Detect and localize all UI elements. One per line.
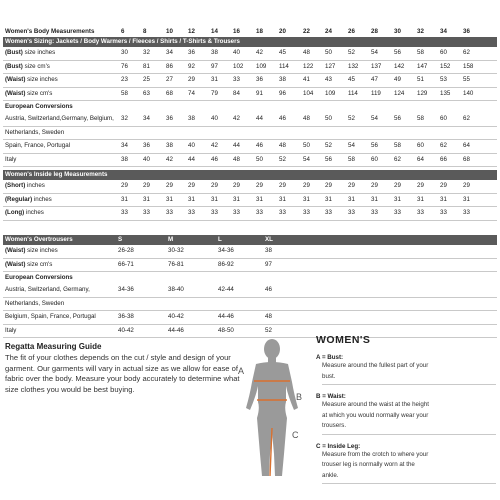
cell-value: 33 xyxy=(233,76,240,83)
cell-value: 29 xyxy=(325,182,332,189)
cell-value: 50 xyxy=(325,49,332,56)
section-title: Women's Overtrousers xyxy=(5,236,73,243)
legend-key: C = Inside Leg: xyxy=(316,442,361,450)
cell-value: 36 xyxy=(256,76,263,83)
cell-value: 132 xyxy=(348,62,359,70)
legend-key: B = Waist: xyxy=(316,393,346,400)
cell-value: 79 xyxy=(211,89,218,97)
legend-line: Measure around the fullest part of your xyxy=(322,362,429,369)
cell-value: 52 xyxy=(279,155,286,163)
cell-value: 36 xyxy=(143,142,150,149)
cell-value: 46 xyxy=(279,115,286,122)
cell-value: 30-32 xyxy=(168,247,184,254)
cell-value: 33 xyxy=(440,209,447,216)
row-unit: size cm's xyxy=(25,260,53,268)
cell-value: 58 xyxy=(394,142,401,149)
cell-value: 43 xyxy=(325,76,332,83)
cell-value: 55 xyxy=(463,76,470,83)
cell-value: 68 xyxy=(166,89,173,97)
cell-value: 31 xyxy=(463,195,470,203)
cell-value: 76-81 xyxy=(168,260,184,268)
section-title: Women's Inside leg Measurements xyxy=(5,171,108,178)
cell-value: 44-46 xyxy=(218,313,234,320)
cell-value: 29 xyxy=(303,182,310,189)
cell-value: 97 xyxy=(211,62,218,70)
cell-value: 48-50 xyxy=(218,326,234,334)
row-key: (Long) xyxy=(5,209,25,216)
row-unit: inches xyxy=(25,182,45,189)
cell-value: 31 xyxy=(325,195,332,203)
legend-key: A = Bust: xyxy=(316,354,344,361)
row-key: (Bust) xyxy=(5,62,23,70)
cell-value: 129 xyxy=(417,89,428,97)
table-row xyxy=(3,74,497,88)
legend-line: at which you would normally wear your xyxy=(322,411,429,419)
cell-value: 119 xyxy=(371,89,381,97)
row-label: Austria, Switzerland, Germany, xyxy=(5,286,90,293)
cell-value: 56 xyxy=(394,49,401,56)
cell-value: 92 xyxy=(188,62,195,70)
cell-value: 34 xyxy=(143,115,150,122)
cell-value: 104 xyxy=(303,89,314,97)
row-label xyxy=(5,207,44,220)
body-silhouette-figure xyxy=(232,336,312,484)
label-b: B xyxy=(296,392,303,402)
cell-value: 56 xyxy=(394,115,401,122)
cell-value: 50 xyxy=(256,155,263,163)
row-unit: size inches xyxy=(25,247,58,254)
cell-value: 158 xyxy=(463,62,474,70)
cell-value: 40 xyxy=(211,115,218,122)
cell-value: 44-46 xyxy=(168,326,184,334)
cell-value: 29 xyxy=(279,182,286,189)
section-header xyxy=(3,235,497,245)
cell-value: 29 xyxy=(348,182,355,189)
table-row xyxy=(3,180,497,194)
cell-value: 60 xyxy=(371,155,378,163)
row-key: (Waist) xyxy=(5,260,26,268)
table-title-row xyxy=(3,26,497,37)
cell-value: 46 xyxy=(265,286,272,293)
cell-value: 29 xyxy=(417,182,424,189)
cell-value: 31 xyxy=(143,195,150,203)
cell-value: 49 xyxy=(394,76,401,83)
cell-value: 40-42 xyxy=(118,326,134,334)
cell-value: 42 xyxy=(211,142,218,149)
cell-value: 33 xyxy=(463,209,470,216)
cell-value: 68 xyxy=(463,155,470,163)
size-header: 26 xyxy=(348,28,355,35)
table-row xyxy=(3,207,497,221)
size-header: 16 xyxy=(233,28,240,35)
table-row xyxy=(3,154,497,168)
cell-value: 31 xyxy=(121,195,128,203)
cell-value: 36 xyxy=(166,115,173,122)
cell-value: 38 xyxy=(121,155,128,163)
cell-value: 97 xyxy=(265,260,272,268)
size-header: 6 xyxy=(121,28,125,35)
cell-value: 33 xyxy=(166,209,173,216)
row-label: Spain, France, Portugal xyxy=(5,142,71,149)
size-header: L xyxy=(218,236,222,243)
cell-value: 33 xyxy=(325,209,332,216)
cell-value: 140 xyxy=(463,89,474,97)
size-header: M xyxy=(168,236,174,243)
cell-value: 109 xyxy=(256,62,267,70)
size-header: 10 xyxy=(166,28,173,35)
cell-value: 122 xyxy=(303,62,314,70)
row-label xyxy=(5,194,52,207)
table-row xyxy=(3,88,497,102)
cell-value: 84 xyxy=(233,89,240,97)
cell-value: 31 xyxy=(279,195,286,203)
row-label xyxy=(5,47,55,60)
cell-value: 42-44 xyxy=(218,286,234,293)
cell-value: 29 xyxy=(440,182,447,189)
cell-value: 34-36 xyxy=(118,286,134,293)
cell-value: 38-40 xyxy=(168,286,184,293)
row-unit: size inches xyxy=(25,76,58,83)
row-key: (Waist) xyxy=(5,89,26,97)
legend-line: Measure around the waist at the height xyxy=(322,401,429,408)
cell-value: 33 xyxy=(211,209,218,216)
row-label: Belgium, Spain, France, Portugal xyxy=(5,313,96,320)
cell-value: 81 xyxy=(143,62,150,70)
cell-value: 32 xyxy=(143,49,150,56)
cell-value: 33 xyxy=(371,209,378,216)
row-label: Austria, Switzerland,Germany, Belgium, xyxy=(5,115,114,122)
inside-leg-table xyxy=(3,170,497,221)
cell-value: 33 xyxy=(188,209,195,216)
row-key: (Waist) xyxy=(5,76,26,83)
cell-value: 25 xyxy=(143,76,150,83)
legend-line: bust. xyxy=(322,372,336,380)
table-row xyxy=(3,61,497,75)
size-header: 18 xyxy=(256,28,263,35)
legend-line: trouser leg is normally worn at the xyxy=(322,461,415,468)
cell-value: 38 xyxy=(279,76,286,83)
cell-value: 48 xyxy=(233,155,240,163)
cell-value: 46 xyxy=(211,155,218,163)
section-header xyxy=(3,170,497,180)
row-label: Italy xyxy=(5,326,17,334)
cell-value: 29 xyxy=(211,182,218,189)
cell-value: 40 xyxy=(188,142,195,149)
table-row xyxy=(3,194,497,208)
cell-value: 29 xyxy=(121,182,128,189)
cell-value: 127 xyxy=(325,62,336,70)
cell-value: 36 xyxy=(188,49,195,56)
cell-value: 60 xyxy=(440,49,447,56)
row-unit: inches xyxy=(32,195,52,203)
cell-value: 51 xyxy=(417,76,424,83)
cell-value: 47 xyxy=(371,76,378,83)
legend-description xyxy=(322,400,496,435)
table-row xyxy=(3,245,497,259)
cell-value: 63 xyxy=(143,89,150,97)
cell-value: 38 xyxy=(166,142,173,149)
cell-value: 33 xyxy=(121,209,128,216)
cell-value: 48 xyxy=(279,142,286,149)
cell-value: 29 xyxy=(143,182,150,189)
row-unit: size cm's xyxy=(25,89,53,97)
cell-value: 50 xyxy=(325,115,332,122)
cell-value: 41 xyxy=(303,76,310,83)
cell-value: 31 xyxy=(394,195,401,203)
cell-value: 91 xyxy=(256,89,263,97)
table-row xyxy=(3,311,497,325)
cell-value: 114 xyxy=(279,62,289,70)
cell-value: 53 xyxy=(440,76,447,83)
cell-value: 142 xyxy=(394,62,405,70)
cell-value: 23 xyxy=(121,76,128,83)
cell-value: 33 xyxy=(256,209,263,216)
table-row xyxy=(3,259,497,273)
cell-value: 102 xyxy=(233,62,244,70)
cell-value: 52 xyxy=(348,115,355,122)
cell-value: 66 xyxy=(440,155,447,163)
row-label xyxy=(5,61,50,74)
cell-value: 31 xyxy=(417,195,424,203)
size-header: 30 xyxy=(394,28,401,35)
cell-value: 40 xyxy=(143,155,150,163)
cell-value: 29 xyxy=(463,182,470,189)
euro-title: European Conversions xyxy=(5,103,73,110)
cell-value: 30 xyxy=(121,49,128,56)
table-row xyxy=(3,284,497,298)
legend-line: Measure from the crotch to where your xyxy=(322,450,429,458)
cell-value: 31 xyxy=(166,195,173,203)
label-c: C xyxy=(292,430,299,440)
size-header: 34 xyxy=(440,28,447,35)
body-measurements-table xyxy=(3,26,497,167)
cell-value: 147 xyxy=(417,62,428,70)
row-key: (Waist) xyxy=(5,247,26,254)
row-key: (Bust) xyxy=(5,49,23,56)
size-header: 36 xyxy=(463,28,470,35)
size-header: 20 xyxy=(279,28,286,35)
size-header: XL xyxy=(265,236,273,243)
cell-value: 34-36 xyxy=(218,247,234,254)
cell-value: 56 xyxy=(371,142,378,149)
cell-value: 42 xyxy=(233,115,240,122)
cell-value: 29 xyxy=(166,182,173,189)
row-label xyxy=(5,259,52,272)
cell-value: 33 xyxy=(394,209,401,216)
table-row xyxy=(3,113,497,127)
cell-value: 45 xyxy=(348,76,355,83)
cell-value: 54 xyxy=(371,115,378,122)
cell-value: 26-28 xyxy=(118,247,134,254)
row-label: Netherlands, Sweden xyxy=(5,128,65,136)
cell-value: 60 xyxy=(417,142,424,149)
euro-title: European Conversions xyxy=(5,274,73,281)
row-unit: size inches xyxy=(22,49,56,56)
cell-value: 64 xyxy=(417,155,424,163)
cell-value: 109 xyxy=(325,89,336,97)
cell-value: 86 xyxy=(166,62,173,70)
size-header: 24 xyxy=(325,28,332,35)
row-key: (Regular) xyxy=(5,195,33,203)
cell-value: 48 xyxy=(265,313,272,320)
cell-value: 29 xyxy=(256,182,263,189)
measurement-legend xyxy=(316,334,496,484)
cell-value: 31 xyxy=(303,195,310,203)
overtrousers-table xyxy=(3,235,497,338)
cell-value: 44 xyxy=(188,155,195,163)
cell-value: 44 xyxy=(233,142,240,149)
legend-description xyxy=(322,450,496,485)
cell-value: 36-38 xyxy=(118,313,134,320)
cell-value: 31 xyxy=(233,195,240,203)
cell-value: 32 xyxy=(121,115,128,122)
table-row xyxy=(3,298,497,312)
cell-value: 48 xyxy=(303,115,310,122)
cell-value: 31 xyxy=(440,195,447,203)
row-label xyxy=(5,88,52,101)
table-row xyxy=(3,47,497,61)
cell-value: 76 xyxy=(121,62,128,70)
guide-title: Regatta Measuring Guide xyxy=(5,342,102,351)
cell-value: 44 xyxy=(256,115,263,122)
cell-value: 58 xyxy=(121,89,128,97)
cell-value: 31 xyxy=(348,195,355,203)
cell-value: 66-71 xyxy=(118,260,134,268)
legend-line: ankle. xyxy=(322,471,339,479)
size-header: 28 xyxy=(371,28,378,35)
cell-value: 58 xyxy=(348,155,355,163)
cell-value: 48 xyxy=(303,49,310,56)
cell-value: 42 xyxy=(166,155,173,163)
cell-value: 33 xyxy=(303,209,310,216)
row-key: (Short) xyxy=(5,182,26,189)
cell-value: 62 xyxy=(394,155,401,163)
cell-value: 62 xyxy=(463,49,470,56)
row-unit: inches xyxy=(24,209,44,216)
cell-value: 60 xyxy=(440,115,447,122)
cell-value: 58 xyxy=(417,49,424,56)
cell-value: 29 xyxy=(371,182,378,189)
cell-value: 42 xyxy=(256,49,263,56)
cell-value: 46 xyxy=(256,142,263,149)
cell-value: 31 xyxy=(188,195,195,203)
cell-value: 52 xyxy=(325,142,332,149)
cell-value: 62 xyxy=(440,142,447,149)
cell-value: 40-42 xyxy=(168,313,184,320)
legend-title: WOMEN'S xyxy=(316,334,371,346)
cell-value: 137 xyxy=(371,62,382,70)
cell-value: 33 xyxy=(279,209,286,216)
cell-value: 31 xyxy=(211,76,218,83)
cell-value: 38 xyxy=(188,115,195,122)
cell-value: 29 xyxy=(188,76,195,83)
cell-value: 50 xyxy=(303,142,310,149)
table-row xyxy=(3,127,497,141)
cell-value: 40 xyxy=(233,49,240,56)
row-label xyxy=(5,180,45,193)
size-header: 32 xyxy=(417,28,424,35)
cell-value: 33 xyxy=(233,209,240,216)
cell-value: 56 xyxy=(325,155,332,163)
cell-value: 54 xyxy=(348,142,355,149)
cell-value: 33 xyxy=(417,209,424,216)
cell-value: 74 xyxy=(188,89,195,97)
size-header: 14 xyxy=(211,28,218,35)
cell-value: 114 xyxy=(348,89,358,97)
cell-value: 62 xyxy=(463,115,470,122)
cell-value: 38 xyxy=(265,247,272,254)
cell-value: 38 xyxy=(211,49,218,56)
cell-value: 96 xyxy=(279,89,286,97)
guide-text: The fit of your clothes depends on the cut / style and design of your garment. Our garments will vary in actual size as we allow for ease of fabric over the body. Measure your body accurately to determine what size clothes you would be best buying. xyxy=(5,353,240,394)
cell-value: 31 xyxy=(256,195,263,203)
cell-value: 124 xyxy=(394,89,405,97)
row-label xyxy=(5,245,58,258)
cell-value: 29 xyxy=(188,182,195,189)
table-title: Women's Body Measurements xyxy=(5,28,95,35)
cell-value: 52 xyxy=(265,326,272,334)
size-header: S xyxy=(118,236,123,243)
cell-value: 135 xyxy=(440,89,451,97)
cell-value: 52 xyxy=(348,49,355,56)
table-row xyxy=(3,140,497,154)
cell-value: 34 xyxy=(166,49,173,56)
cell-value: 31 xyxy=(211,195,218,203)
cell-value: 34 xyxy=(121,142,128,149)
size-header: 22 xyxy=(303,28,310,35)
cell-value: 45 xyxy=(279,49,286,56)
legend-line: trousers. xyxy=(322,422,347,429)
cell-value: 31 xyxy=(371,195,378,203)
size-header: 12 xyxy=(188,28,195,35)
euro-header xyxy=(3,272,497,284)
row-label xyxy=(5,74,58,87)
legend-description xyxy=(322,361,496,385)
section-header xyxy=(3,37,497,47)
row-label: Italy xyxy=(5,155,17,163)
cell-value: 54 xyxy=(303,155,310,163)
measuring-guide xyxy=(5,342,245,395)
cell-value: 86-92 xyxy=(218,260,234,268)
section-title: Women's Sizing: Jackets / Body Warmers / Fleeces / Shirts / T-Shirts & Trousers xyxy=(5,38,240,45)
cell-value: 29 xyxy=(233,182,240,189)
row-unit: size cm's xyxy=(22,62,50,70)
cell-value: 33 xyxy=(348,209,355,216)
cell-value: 152 xyxy=(440,62,451,70)
cell-value: 29 xyxy=(394,182,401,189)
cell-value: 27 xyxy=(166,76,173,83)
cell-value: 58 xyxy=(417,115,424,122)
row-label: Netherlands, Sweden xyxy=(5,299,65,307)
euro-header xyxy=(3,101,497,113)
label-a: A xyxy=(238,366,245,376)
cell-value: 54 xyxy=(371,49,378,56)
cell-value: 33 xyxy=(143,209,150,216)
size-header: 8 xyxy=(143,28,147,35)
cell-value: 64 xyxy=(463,142,470,149)
